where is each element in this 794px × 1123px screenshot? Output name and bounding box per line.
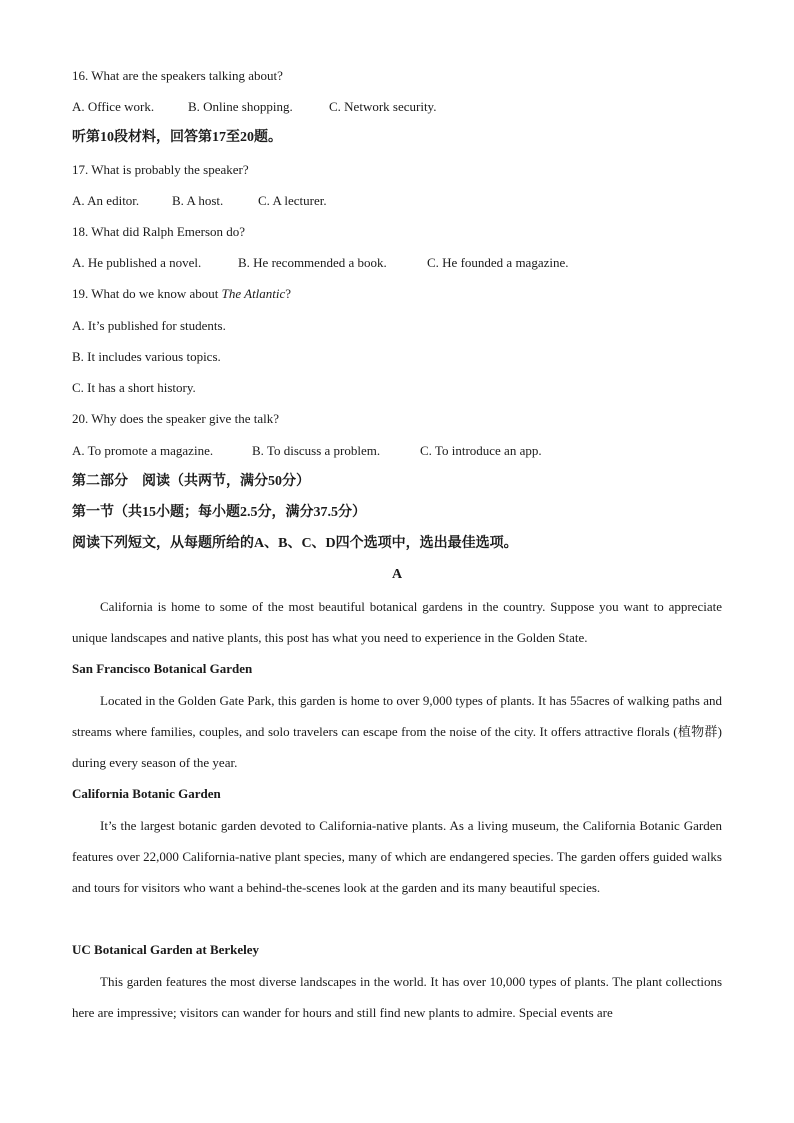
- option-a: A. An editor.: [72, 193, 140, 208]
- part-2-heading: 第二部分 阅读（共两节，满分50分）: [72, 474, 310, 489]
- question-18: 18. What did Ralph Emerson do?: [72, 224, 246, 239]
- option-c: C. He founded a magazine.: [427, 255, 569, 270]
- garden-heading: UC Botanical Garden at Berkeley: [72, 942, 260, 957]
- question-17: 17. What is probably the speaker?: [72, 162, 249, 177]
- question-19-option-c: C. It has a short history.: [72, 380, 196, 395]
- option-a: A. To promote a magazine.: [72, 443, 214, 458]
- question-16-options: [72, 99, 436, 115]
- option-b: B. To discuss a problem.: [252, 443, 381, 458]
- option-c: C. Network security.: [329, 99, 437, 114]
- section-10-heading: 听第10段材料，回答第17至20题。: [72, 130, 282, 145]
- question-20-options: [72, 443, 542, 459]
- question-19-suffix: ?: [285, 286, 292, 301]
- section-1-heading: 第一节（共15小题；每小题2.5分，满分37.5分）: [72, 505, 366, 520]
- question-20: 20. Why does the speaker give the talk?: [72, 411, 279, 426]
- option-b: B. He recommended a book.: [238, 255, 387, 270]
- garden-paragraph: Located in the Golden Gate Park, this garden is home to over 9,000 types of plants. It has 55acres of walking paths and streams where families, couples, and solo travelers can escape from the noise of the city. It offers attractive florals (植物群) during every season of the year.: [72, 693, 722, 770]
- option-c: C. To introduce an app.: [420, 443, 542, 458]
- option-b: B. Online shopping.: [188, 99, 293, 114]
- question-19-prefix: 19. What do we know about: [72, 286, 222, 301]
- garden-heading: San Francisco Botanical Garden: [72, 661, 253, 676]
- passage-label: A: [391, 567, 403, 582]
- option-a: A. He published a novel.: [72, 255, 202, 270]
- instructions: 阅读下列短文，从每题所给的A、B、C、D四个选项中，选出最佳选项。: [72, 536, 518, 551]
- question-19-option-b: B. It includes various topics.: [72, 349, 221, 364]
- question-16: 16. What are the speakers talking about?: [72, 68, 283, 83]
- question-19: [72, 286, 291, 302]
- magazine-title: The Atlantic: [221, 286, 286, 301]
- question-18-options: [72, 255, 569, 271]
- option-c: C. A lecturer.: [258, 193, 327, 208]
- option-a: A. Office work.: [72, 99, 155, 114]
- question-19-option-a: A. It’s published for students.: [72, 318, 226, 333]
- garden-paragraph: It’s the largest botanic garden devoted to California-native plants. As a living museum, the California Botanic Garden features over 22,000 California-native plant species, many of which are endangered species. The garden offers guided walks and tours for visitors who want a behind-the-scenes look at the garden and its many beautiful species.: [72, 818, 722, 895]
- intro-paragraph: California is home to some of the most beautiful botanical gardens in the country. Suppose you want to appreciate unique landscapes and native plants, this post has what you need to experience in the Golden State.: [72, 599, 722, 645]
- garden-paragraph: This garden features the most diverse landscapes in the world. It has over 10,000 types of plants. The plant collections here are impressive; visitors can wander for hours and still find new plants to admire. Special events are: [72, 974, 722, 1020]
- option-b: B. A host.: [172, 193, 224, 208]
- question-17-options: [72, 193, 327, 209]
- garden-heading: California Botanic Garden: [72, 786, 221, 801]
